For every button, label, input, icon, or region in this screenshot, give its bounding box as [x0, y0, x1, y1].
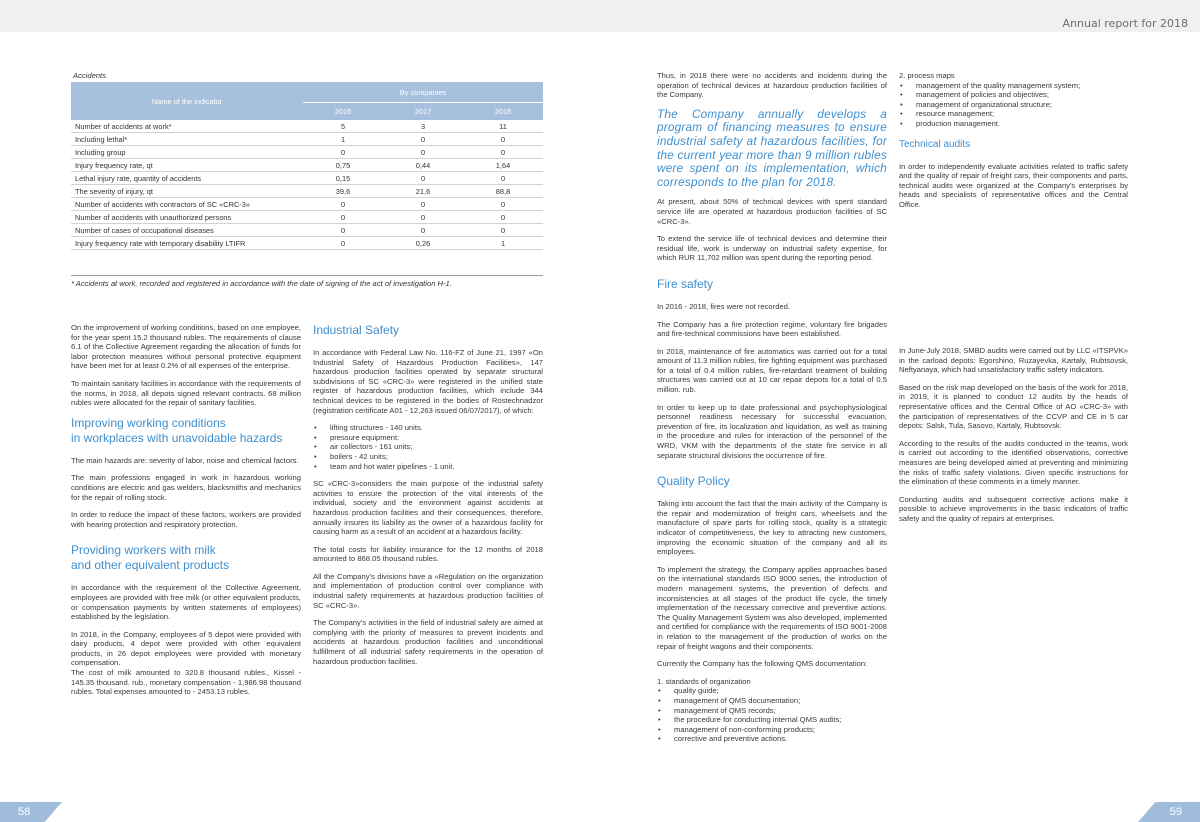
table-row [71, 224, 543, 237]
indicator-value: 0 [463, 198, 543, 211]
column-3 [657, 71, 887, 752]
paragraph: Based on the risk map developed on the basis of the work for 2018, in 2019, it is planned to conduct 12 audits by the heads of representative offices and the Central Office of AO «CRC-3» with the participation of representatives of the CCVP and CE in 5 car depots: Salsk, Tula, Sasovo, Kartaly, Rubtsovsk. [899, 382, 1128, 431]
paragraph: The Company has a fire protection regime, voluntary fire brigades and fire-technical commissions have been established. [657, 319, 887, 339]
col-header-group: By companies [303, 82, 543, 103]
section-heading: Improving working conditions in workplaces with unavoidable hazards [71, 415, 283, 445]
indicator-value: 39,6 [303, 185, 383, 198]
list-item: • management of organizational structure; [899, 100, 1128, 110]
header-bar [0, 0, 1200, 32]
paragraph: In 2018, in the Company, employees of 5 depot were provided with dairy products, 4 depot were provided with other equivalent products, in 26 depot employees were provided with monetary compensation. [71, 629, 301, 668]
list-item: • lifting structures - 140 units. [313, 423, 543, 433]
column-4 [899, 71, 1128, 218]
indicator-value: 0 [383, 224, 463, 237]
bullet-list [657, 686, 887, 744]
col-header-name: Name of the indicator [71, 82, 303, 120]
paragraph: In order to reduce the impact of these factors, workers are provided with hearing protection and respiratory protection. [71, 510, 301, 529]
table-footnote: * Accidents at work, recorded and registered in accordance with the date of signing of the act of investigation H-1. [71, 279, 452, 288]
indicator-value: 0 [383, 198, 463, 211]
bullet-list [899, 81, 1128, 129]
table-row [71, 237, 543, 250]
report-title: Annual report for 2018 [1062, 17, 1188, 30]
indicator-value: 0 [303, 211, 383, 224]
table-row [71, 120, 543, 133]
section-heading: Quality Policy [657, 474, 730, 489]
table-row [71, 185, 543, 198]
indicator-value: 0 [463, 211, 543, 224]
list-item: • team and hot water pipelines - 1 unit. [313, 462, 543, 472]
indicator-name: Number of cases of occupational diseases [71, 224, 303, 237]
indicator-name: Number of accidents at work* [71, 120, 303, 133]
col-header-year: 2016 [303, 103, 383, 121]
indicator-value: 0 [383, 172, 463, 185]
paragraph: Thus, in 2018 there were no accidents and incidents during the operation of technical devices at hazardous production facilities of the Company. [657, 71, 887, 100]
indicator-name: Injury frequency rate, qt [71, 159, 303, 172]
indicator-value: 0 [463, 172, 543, 185]
list-item: • boilers - 42 units; [313, 452, 543, 462]
table-row [71, 198, 543, 211]
list-item: • management of the quality management system; [899, 81, 1128, 91]
table-row [71, 146, 543, 159]
indicator-value: 0 [383, 146, 463, 159]
paragraph: In accordance with Federal Law No. 116-FZ of June 21, 1997 «On Industrial Safety of Hazardous Production Facilities», 147 hazardous production facilities operated by separate structural subdivisions of SC «CRC-3» were registered in the unified state register of hazardous production facilities, which include 344 technical devices to be registered in the bodies of Rostechnadzor (registration certificate A01 - 12,263 issued 06/07/2017), of which: [313, 348, 543, 415]
section-heading: Providing workers with milk and other equivalent products [71, 543, 230, 573]
indicator-value: 21,6 [383, 185, 463, 198]
section-heading: Fire safety [657, 276, 714, 291]
indicator-name: Number of accidents with unauthorized persons [71, 211, 303, 224]
page-tab-left [0, 802, 62, 822]
paragraph: The total costs for liability insurance for the 12 months of 2018 amounted to 868.05 thousand rubles. [313, 544, 543, 564]
paragraph: All the Company's divisions have a «Regulation on the organization and implementation of production control over compliance with industrial safety requirements at hazardous production facilities of SC «CRC-3». [313, 571, 543, 610]
list-item: • the procedure for conducting internal QMS audits; [657, 715, 887, 725]
pull-quote: The Company annually develops a program of financing measures to ensure industrial safety at hazardous facilities, for the current year more than 9 million rubles were spent on its implementation, which corresponds to the plan for 2018. [657, 106, 887, 189]
indicator-name: Including group [71, 146, 303, 159]
bullet-list [313, 423, 543, 471]
indicator-value: 0 [303, 198, 383, 211]
accidents-table [71, 82, 543, 250]
indicator-name: Injury frequency rate with temporary disability LTIFR [71, 237, 303, 250]
column-2 [313, 323, 543, 674]
indicator-value: 0 [383, 133, 463, 146]
list-item: • management of policies and objectives; [899, 90, 1128, 100]
paragraph: To extend the service life of technical devices and determine their residual life, work is underway on industrial safety expertise, for which RUR 11,702 million was spent during the reporting period. [657, 234, 887, 263]
paragraph: 2. process maps [899, 71, 955, 80]
indicator-value: 0 [303, 224, 383, 237]
table-row [71, 211, 543, 224]
indicator-value: 5 [303, 120, 383, 133]
indicator-value: 3 [383, 120, 463, 133]
column-4-lower [899, 346, 1128, 532]
indicator-value: 88,8 [463, 185, 543, 198]
paragraph: The main professions engaged in work in hazardous working conditions are electric and gas welders, blacksmiths and mechanics for the repair of rolling stock. [71, 473, 301, 502]
paragraph: The main hazards are: severity of labor, noise and chemical factors. [71, 455, 299, 465]
indicator-value: 0,44 [383, 159, 463, 172]
paragraph: SC «CRC-3»considers the main purpose of the industrial safety activities to ensure the protection of the vital interests of the individual, society and the environment against accidents at hazardous production facilities and their consequences, therefore, annually insures its liability as the owner of a hazardous facility for causing harm as a result of an accident at a hazardous facility. [313, 479, 543, 537]
table-row [71, 172, 543, 185]
paragraph: Conducting audits and subsequent corrective actions make it possible to achieve improvements in the basic indicators of traffic safety and the quality of repairs at enterprises. [899, 494, 1128, 523]
paragraph: In 2016 - 2018, fires were not recorded. [657, 301, 790, 311]
table-row [71, 159, 543, 172]
paragraph: 1. standards of organization [657, 676, 751, 686]
list-item: • management of QMS records; [657, 706, 887, 716]
page-number-right: 59 [1169, 806, 1182, 818]
list-item: • management of non-conforming products; [657, 725, 887, 735]
list-item: • production management. [899, 119, 1128, 129]
indicator-value: 0 [303, 146, 383, 159]
paragraph: In order to independently evaluate activities related to traffic safety and the quality of repair of freight cars, their components and parts, technical audits were organized at the Company's enterprises by heads and specialists of representative offices and the Central Office. [899, 161, 1128, 209]
page-number-left: 58 [18, 806, 31, 818]
paragraph: In accordance with the requirement of the Collective Agreement, employees are provided with free milk (or other equivalent products, or compensation payments by written statements of employees) established by the legislation. [71, 583, 301, 622]
list-item: • air collectors - 161 units; [313, 442, 543, 452]
paragraph: On the improvement of working conditions, based on one employee, for the year spent 15.2 thousand rubles. The requirements of clause 6.1 of the Collective Agreement regarding the allocation of funds for labor protection measures without personal protective equipment have been met for at least 0.2% of all expenses of the enterprise. [71, 323, 301, 371]
col-header-year: 2018 [463, 103, 543, 121]
indicator-value: 0 [463, 146, 543, 159]
paragraph: In order to keep up to date professional and psychophysiological personnel readiness necessary for successful evacuation, prevention of fire, its localization and liquidation, as well as training in the procedure and rules for interaction of the personnel of the WRD, VKM with the departments of the state fire service in all separate structural divisions the occurrence of fire. [657, 402, 887, 460]
paragraph: The Company's activities in the field of industrial safety are aimed at complying with the priority of measures to prevent incidents and accidents at hazardous production facilities and unconditional fulfillment of all industrial safety requirements in the operation of hazardous production facilities. [313, 618, 543, 666]
list-item: • corrective and preventive actions. [657, 734, 887, 744]
list-item: • quality guide; [657, 686, 887, 696]
paragraph: Taking into account the fact that the main activity of the Company is the repair and modernization of freight cars, wheelsets and the manufacture of spare parts for rolling stock, quality is a strategic indicator of competitiveness, the key to attracting new customers, improving the economic situation of the company and all its employees. [657, 499, 887, 557]
paragraph: In June-July 2018, SMBD audits were carried out by LLC «ITSPVK» in the carload depots: Egorshino, Ruzayevka, Kartaly, Rubtsovsk, Neftyanaya, which had unsatisfactory traffic safety indicators. [899, 346, 1128, 375]
paragraph: At present, about 50% of technical devices with spent standard service life are operated at hazardous production facilities of SC «CRC-3». [657, 197, 887, 226]
indicator-value: 1 [303, 133, 383, 146]
indicator-value: 1,64 [463, 159, 543, 172]
indicator-name: Lethal injury rate, quantity of accidents [71, 172, 303, 185]
paragraph: To implement the strategy, the Company applies approaches based on the international standards ISO 9000 series, the introduction of modern management systems, the prevention of defects and inconsistencies at all stages of the product life cycle, the timely implementation of the necessary corrective and preventive actions. The Quality Management System was also developed, implemented and certified for compliance with the requirements of ISO 9001-2008 in relation to the management of the production of works on the repair of freight wagons and their components. [657, 564, 887, 651]
column-1 [71, 323, 301, 705]
indicator-value: 0,75 [303, 159, 383, 172]
indicator-value: 0,15 [303, 172, 383, 185]
indicator-value: 0 [463, 133, 543, 146]
paragraph: In 2018, maintenance of fire automatics was carried out for a total amount of 11.3 million rubles, fire fighting equipment was purchased for a total of 0.4 million rubles, fire-retardant treatment of building structures was carried out at 10 car repair depots for a total of 0.5 million. rub. [657, 346, 887, 395]
table-row [71, 133, 543, 146]
section-heading: Technical audits [899, 138, 971, 150]
col-header-year: 2017 [383, 103, 463, 121]
indicator-name: Number of accidents with contractors of SC «CRC-3» [71, 198, 303, 211]
indicator-name: The severity of injury, qt [71, 185, 303, 198]
paragraph: The cost of milk amounted to 320.8 thousand rubles., Kissel - 145.35 thousand. rub., monetary compensation - 1,986.98 thousand rubles. Total expenses amounted to - 2453.13 rubles. [71, 668, 301, 697]
section-heading: Industrial Safety [313, 323, 400, 337]
paragraph: To maintain sanitary facilities in accordance with the requirements of the norms, in 2018, all depots signed relevant contracts. 68 million rubles were allocated for the repair of sanitary facilities. [71, 378, 301, 408]
list-item: • resource management; [899, 109, 1128, 119]
table-caption: Accidents [73, 71, 106, 80]
list-item: • pressure equipment: [313, 433, 543, 443]
indicator-value: 11 [463, 120, 543, 133]
paragraph: According to the results of the audits conducted in the teams, work is carried out according to the identified observations, corrective measures are being developed aimed at preventing and minimizing the risks of traffic safety violations. Given specific instructions for the elimination of these comments in a timely manner. [899, 438, 1128, 487]
list-item: • management of QMS documentation; [657, 696, 887, 706]
indicator-value: 0 [303, 237, 383, 250]
divider [71, 275, 543, 276]
indicator-value: 0 [383, 211, 463, 224]
paragraph: Currently the Company has the following QMS documentation: [657, 659, 868, 669]
indicator-name: Including lethal* [71, 133, 303, 146]
indicator-value: 1 [463, 237, 543, 250]
indicator-value: 0 [463, 224, 543, 237]
indicator-value: 0,26 [383, 237, 463, 250]
